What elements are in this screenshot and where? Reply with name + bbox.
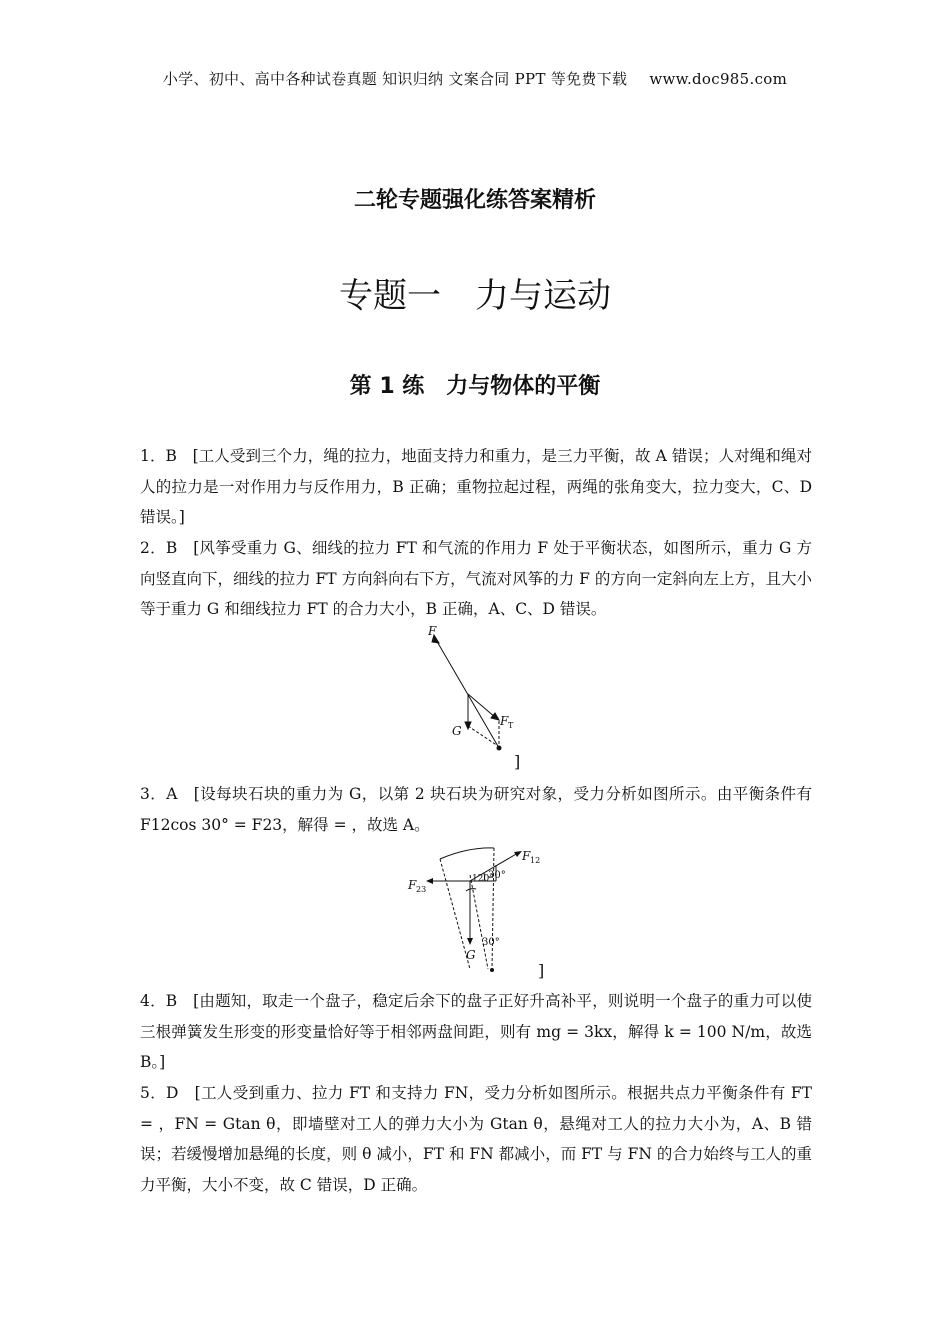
force-FT-line	[468, 694, 496, 718]
lesson-title: 第 1 练 力与物体的平衡	[349, 374, 601, 399]
topic-title: 专题一 力与运动	[339, 276, 611, 316]
header-text: 小学、初中、高中各种试卷真题 知识归纳 文案合同 PPT 等免费下载	[162, 70, 628, 88]
label-G: G	[452, 724, 462, 738]
label-F: F	[428, 624, 437, 638]
label-angle-mid: 120°	[472, 874, 494, 884]
document-title: 二轮专题强化练答案精析	[353, 188, 596, 213]
closing-bracket: ]	[538, 961, 545, 980]
force-F23-arrow	[426, 878, 433, 884]
point	[497, 746, 501, 750]
label-F23-sub: 23	[416, 885, 427, 894]
answer-1: 1．B [工人受到三个力，绳的拉力，地面支持力和重力，是三力平衡，故 A 错误；人对绳和绳对人的拉力是一对作用力与反作用力，B 正确；重物拉起过程，两绳的张角变大，拉力变大，C、D 错误。]	[140, 447, 812, 526]
answer-5: 5．D [工人受到重力、拉力 FT 和支持力 FN，受力分析如图所示。根据共点力平衡条件有 FT = ，FN = Gtan θ，即墙壁对工人的弹力大小为 Gtan θ，悬绳对工人的拉力大小为，A、B 错误；若缓慢增加悬绳的长度，则 θ 减小，FT 和 FN 都减小，而 FT 与 FN 的合力始终与工人的重力平衡，大小不变，故 C 错误，D 正确。	[140, 1084, 812, 1194]
header-site[interactable]: www.doc985.com	[649, 70, 788, 88]
label-angle-top: 30°	[488, 870, 506, 881]
label-FT: F	[500, 714, 509, 728]
point	[490, 968, 494, 972]
force-FT-arrow	[491, 713, 499, 720]
answer-2: 2．B [风筝受重力 G、细线的拉力 FT 和气流的作用力 F 处于平衡状态，如图所示，重力 G 方向竖直向下，细线的拉力 FT 方向斜向右下方，气流对风筝的力 F 的方向一定斜向左上方，且大小等于重力 G 和细线拉力 FT 的合力大小，B 正确，A、C、D 错误。	[140, 539, 812, 618]
label-F23: F	[408, 878, 417, 892]
label-F12: F	[522, 849, 531, 863]
arch-outer	[440, 848, 494, 859]
dashed-line	[492, 848, 494, 969]
label-FT-sub: T	[508, 721, 514, 730]
label-G: G	[466, 948, 476, 962]
answer-4: 4．B [由题知，取走一个盘子，稳定后余下的盘子正好升高补平，则说明一个盘子的重力可以使三根弹簧发生形变的形变量恰好等于相邻两盘间距，则有 mg = 3kx，解得 k = 100 N/m，故选 B。]	[140, 992, 812, 1071]
force-F-line	[435, 638, 499, 748]
label-F12-sub: 12	[530, 856, 541, 865]
dashed-line	[468, 726, 498, 746]
page-header	[0, 68, 950, 89]
force-G-arrow	[467, 938, 473, 945]
answer-3: 3．A [设每块石块的重力为 G，以第 2 块石块为研究对象，受力分析如图所示。由平衡条件有 F12cos 30° = F23，解得 = ，故选 A。	[140, 785, 812, 834]
force-F12-arrow	[514, 851, 522, 857]
stone-force-diagram	[400, 845, 550, 975]
closing-bracket: ]	[514, 752, 521, 771]
label-angle-bottom: 30°	[482, 937, 500, 948]
kite-force-diagram	[420, 622, 530, 752]
angle-arc	[466, 889, 476, 891]
